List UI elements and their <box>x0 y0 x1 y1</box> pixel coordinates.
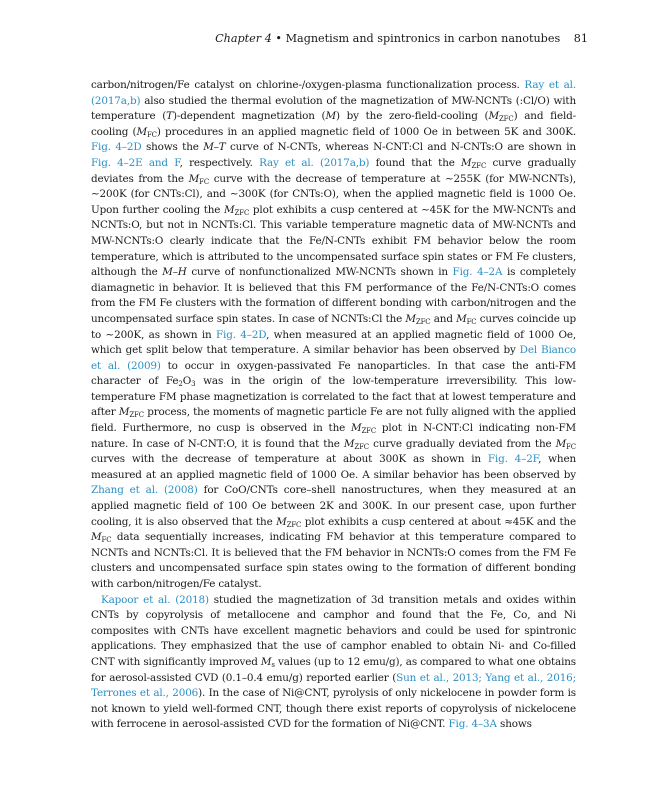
header-bullet: • <box>275 32 282 45</box>
math-var: M <box>260 655 272 668</box>
citation-link[interactable]: Ray et al. (2017a,b) <box>91 79 576 107</box>
text-run: curve gradually deviates from the <box>91 156 576 185</box>
text-run: , when measured at an applied magnetic field of 1000 Oe, which get split below that temperature. A similar behavior has been observed by <box>91 328 576 357</box>
text-run: ) by the zero-field-cooling ( <box>335 110 489 123</box>
subscript: FC <box>101 536 112 545</box>
chapter-label: Chapter 4 <box>215 32 272 45</box>
page-number: 81 <box>573 32 588 45</box>
text-run: curve of N-CNTs, whereas N-CNT:Cl and N-CNTs:O are shown in <box>225 141 576 154</box>
text-run: ) procedures in an applied magnetic field of 1000 Oe in between 5K and 300K. <box>156 125 576 138</box>
math-var: M <box>405 312 416 325</box>
text-run: is completely diamagnetic in behavior. It is believed that this FM performance of the Fe/N-CNTs:O comes from the FM Fe clusters with the formation of different bonding with carbon/nitrogen and the uncompensated surface spin states. In case of NCNTs:Cl the <box>91 266 576 325</box>
text-run: )-dependent magnetization ( <box>172 110 326 123</box>
paragraph-2 <box>91 593 576 733</box>
citation-link[interactable]: Del Bianco et al. (2009) <box>91 344 576 372</box>
text-run: O <box>182 375 192 388</box>
chapter-title: Magnetism and spintronics in carbon nanotubes <box>285 32 561 45</box>
text-run: ) and field-cooling ( <box>91 110 577 138</box>
math-var: T <box>166 110 173 123</box>
text-run: curves coincide up to ∼200K, as shown in <box>91 312 576 341</box>
math-var: M <box>456 312 467 325</box>
subscript: 3 <box>191 380 196 389</box>
text-run: to occur in oxygen-passivated Fe nanoparticles. In that case the anti-FM character of Fe <box>91 359 576 388</box>
math-var: M <box>488 110 499 123</box>
math-var: M <box>461 156 472 169</box>
running-header <box>60 32 588 45</box>
math-var: M–T <box>203 141 226 154</box>
math-var: M <box>136 125 147 138</box>
subscript: FC <box>466 317 477 326</box>
subscript: ZFC <box>129 411 144 420</box>
subscript: FC <box>146 130 157 139</box>
subscript: ZFC <box>286 520 302 529</box>
math-var: M <box>188 172 200 185</box>
figure-link[interactable]: Fig. 4–2F <box>487 453 539 466</box>
figure-link[interactable]: Fig. 4–2D <box>91 141 142 154</box>
text-run: ). In the case of Ni@CNT, pyrolysis of only nickelocene in powder form is not known to yield well-formed CNT, though there exist reports of copyrolysis of nickelocene with ferrocene in aerosol-assisted CVD for the formation of Ni@CNT. <box>91 687 576 731</box>
text-run: curve with the decrease of temperature at ∼255K (for MW-NCNTs), ∼200K (for CNTs:Cl), and ∼300K (for CNTs:O), when the applied magnetic field is 1000 Oe. Upon further cooling the <box>91 172 576 216</box>
text-run: and <box>430 312 457 325</box>
citation-link[interactable]: Kapoor et al. (2018) <box>101 593 209 606</box>
math-var: M <box>224 203 235 216</box>
text-run: , respectively. <box>179 156 260 169</box>
text-run: found that the <box>369 156 462 169</box>
math-var: M <box>343 437 355 450</box>
subscript: ZFC <box>415 317 431 326</box>
subscript: ZFC <box>234 208 250 217</box>
text-run: carbon/nitrogen/Fe catalyst on chlorine-/oxygen-plasma functionalization process. <box>91 79 525 91</box>
figure-link[interactable]: Fig. 4–2A <box>452 266 503 279</box>
text-run: studied the magnetization of 3d transition metals and oxides within CNTs by copyrolysis of metallocene and camphor and found that the Fe, Co, and Ni composites with CNTs have excellent magnetic behaviors and could be used for spintronic applications. They emphasized that the use of camphor enabled to obtain Ni- and Co-filled CNT with significantly improved <box>91 593 576 668</box>
subscript: ZFC <box>471 161 487 170</box>
math-var: M <box>350 422 362 435</box>
subscript: FC <box>199 177 210 186</box>
text-run: process, the moments of magnetic particle Fe are not fully aligned with the applied field. Furthermore, no cusp is observed in the <box>91 406 576 435</box>
figure-link[interactable]: Fig. 4–2D <box>216 328 267 341</box>
figure-link[interactable]: Fig. 4–2E and F <box>91 156 180 169</box>
text-run: values (up to 12 emu/g), as compared to what one obtains for aerosol-assisted CVD (0.1–0.4 emu/g) reported earlier ( <box>91 655 576 684</box>
text-run: data sequentially increases, indicating FM behavior at this temperature compared to NCNTs and NCNTs:Cl. It is believed that the FM behavior in NCNTs:O comes from the FM Fe clusters and uncompensated surface spin states owing to the formation of different bonding with carbon/nitrogen/Fe catalyst. <box>91 531 576 590</box>
math-var: M <box>118 406 130 419</box>
math-var: M <box>555 437 567 450</box>
subscript: FC <box>566 442 576 451</box>
subscript: ZFC <box>361 427 377 436</box>
text-run: plot exhibits a cusp centered at ∼45K for the MW-NCNTs and NCNTs:O, but not in NCNTs:Cl. This variable temperature magnetic data of MW-NCNTs and MW-NCNTs:O clearly indicate that the Fe/N-CNTs exhibit FM behavior below the room temperature, which is attributed to the uncompensated surface spin states or FM Fe clusters, although the <box>91 203 576 279</box>
paragraph-1 <box>91 78 576 593</box>
figure-link[interactable]: Fig. 4–3A <box>448 718 497 731</box>
text-run: plot in N-CNT:Cl indicating non-FM nature. In case of N-CNT:O, it is found that the <box>91 422 576 450</box>
citation-link[interactable]: Zhang et al. (2008) <box>91 484 198 497</box>
text-run: plot exhibits a cusp centered at about ≈45K and the <box>301 515 577 528</box>
text-run: curve of nonfunctionalized MW-NCNTs shown in <box>186 266 453 279</box>
text-run: for CoO/CNTs core–shell nanostructures, when they measured at an applied magnetic field of 100 Oe between 2K and 300K. In our present case, upon further cooling, it is also observed that the <box>91 484 576 528</box>
body-text <box>91 78 576 733</box>
text-run: curve gradually deviated from the <box>369 437 556 450</box>
subscript: ZFC <box>354 442 370 451</box>
subscript: s <box>271 660 275 669</box>
text-run: was in the origin of the low-temperature irreversibility. This low-temperature FM phase magnetization is correlated to the fact that at lowest temperature and after <box>91 375 576 419</box>
citation-link[interactable]: Sun et al., 2013; Yang et al., 2016; Terrones et al., 2006 <box>91 671 576 700</box>
subscript: 2 <box>178 380 183 389</box>
subscript: ZFC <box>498 115 514 124</box>
text-run: , when measured at an applied magnetic field of 1000 Oe. A similar behavior has been observed by <box>91 453 576 481</box>
text-run: also studied the thermal evolution of the magnetization of MW-NCNTs (:Cl/O) with temperature ( <box>91 94 576 123</box>
math-var: M <box>91 531 102 544</box>
text-run: shows <box>496 718 532 731</box>
math-var: M <box>276 515 287 528</box>
text-run: curves with the decrease of temperature at about 300K as shown in <box>91 453 488 466</box>
citation-link[interactable]: Ray et al. (2017a,b) <box>259 156 370 169</box>
math-var: M–H <box>162 266 187 279</box>
text-run: shows the <box>141 141 204 154</box>
math-var: M <box>325 110 336 123</box>
